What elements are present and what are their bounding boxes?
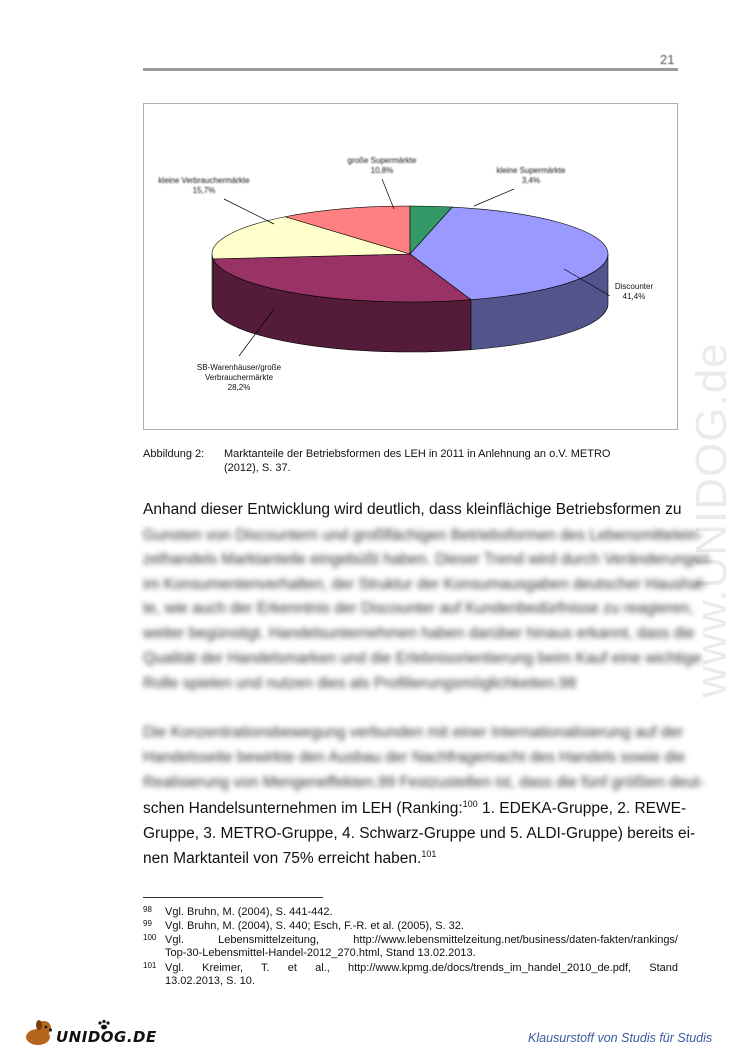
leader-line <box>474 189 514 206</box>
body-text: schen Handelsunternehmen im LEH (Ranking: <box>143 800 463 817</box>
blurred-line: Die Konzentrationsbewegung verbunden mit einer Internationalisierung auf der <box>143 724 684 741</box>
blurred-line: Handelsseite bewirkte den Ausbau der Nachfragemacht des Handels sowie die <box>143 749 685 766</box>
dog-icon <box>26 1020 52 1045</box>
figure-caption-line-1: Marktanteile der Betriebsformen des LEH in 2011 in Anlehnung an o.V. METRO <box>224 448 611 460</box>
body-line <box>143 797 687 821</box>
pie-chart <box>144 104 677 429</box>
footnote-text: 13.02.2013, S. 10. <box>165 975 255 987</box>
footnote-number: 101 <box>143 961 157 970</box>
body-text: 1. EDEKA-Gruppe, 2. REWE- <box>477 800 687 817</box>
footnote-number: 98 <box>143 905 152 914</box>
footnote <box>143 962 678 990</box>
blurred-line: Gunsten von Discountern und großflächigen Betriebsformen des Lebensmittelein- <box>143 527 704 544</box>
footnote-text: Vgl. Bruhn, M. (2004), S. 441-442. <box>165 906 333 918</box>
figure-caption-line-2: (2012), S. 37. <box>224 462 291 474</box>
footnote-ref: 100 <box>462 798 478 809</box>
logo-text: UNIDOG.DE <box>56 1028 157 1046</box>
data-label: kleine Supermärkte 3,4% <box>496 166 566 185</box>
body-line: Anhand dieser Entwicklung wird deutlich, dass kleinflächige Betriebsformen zu <box>143 501 682 518</box>
page-number: 21 <box>660 52 675 67</box>
pie-slice-side <box>212 254 213 309</box>
footnote-number: 99 <box>143 919 152 928</box>
blurred-line: te, wie auch der Erkenntnis der Discounter auf Kundenbedürfnisse zu reagieren, <box>143 600 694 617</box>
data-label: SB-Warenhäuser/große Verbrauchermärkte 28,2% <box>196 363 282 392</box>
data-label: große Supermärkte 10,8% <box>347 156 417 175</box>
footnote-rule <box>143 897 323 898</box>
body-line: Gruppe, 3. METRO-Gruppe, 4. Schwarz-Gruppe und 5. ALDI-Gruppe) bereits ei- <box>143 825 696 842</box>
footnote-ref: 101 <box>421 848 437 859</box>
body-text: nen Marktanteil von 75% erreicht haben. <box>143 850 422 867</box>
blurred-line: Qualität der Handelsmarken und die Erlebnisorientierung beim Kauf eine wichtige <box>143 650 702 667</box>
leader-line <box>224 199 274 224</box>
header-rule <box>143 68 678 71</box>
pie-chart-frame <box>143 103 678 430</box>
leader-line <box>382 179 394 209</box>
blurred-line: Rolle spielen und nutzen dies als Profilierungsmöglichkeiten.98 <box>143 675 577 692</box>
footnote-text: Vgl. Bruhn, M. (2004), S. 440; Esch, F.-R. et al. (2005), S. 32. <box>165 920 464 932</box>
watermark: www.UNIDOG.de <box>687 342 736 698</box>
blurred-line: im Konsumentenverhalten, der Struktur der Konsumausgaben deutscher Haushal- <box>143 576 708 593</box>
blurred-line: zelhandels Marktanteile eingebüßt haben. Dieser Trend wird durch Veränderungen <box>143 551 710 568</box>
footer-tagline: Klausurstoff von Studis für Studis <box>528 1031 713 1045</box>
data-label: kleine Verbrauchermärkte 15,7% <box>158 176 250 195</box>
footnote-number: 100 <box>143 933 157 942</box>
footnote <box>143 934 678 962</box>
blurred-line: weiter begünstigt. Handelsunternehmen haben darüber hinaus erkannt, dass die <box>143 625 695 642</box>
footnote-text: Vgl. Lebensmittelzeitung, http://www.lebensmittelzeitung.net/business/daten-fakten/rankings/ <box>165 934 678 946</box>
blurred-line: Realisierung von Mengeneffekten.99 Festzustellen ist, dass die fünf größten deut- <box>143 774 705 791</box>
data-label: Discounter 41,4% <box>614 282 654 301</box>
figure-label: Abbildung 2: <box>143 448 205 460</box>
body-line <box>143 847 678 871</box>
footnote-text: Top-30-Lebensmittel-Handel-2012_270.html, Stand 13.02.2013. <box>165 947 476 959</box>
footnote-text: Vgl. Kreimer, T. et al., http://www.kpmg.de/docs/trends_im_handel_2010_de.pdf, Stand <box>165 962 678 974</box>
